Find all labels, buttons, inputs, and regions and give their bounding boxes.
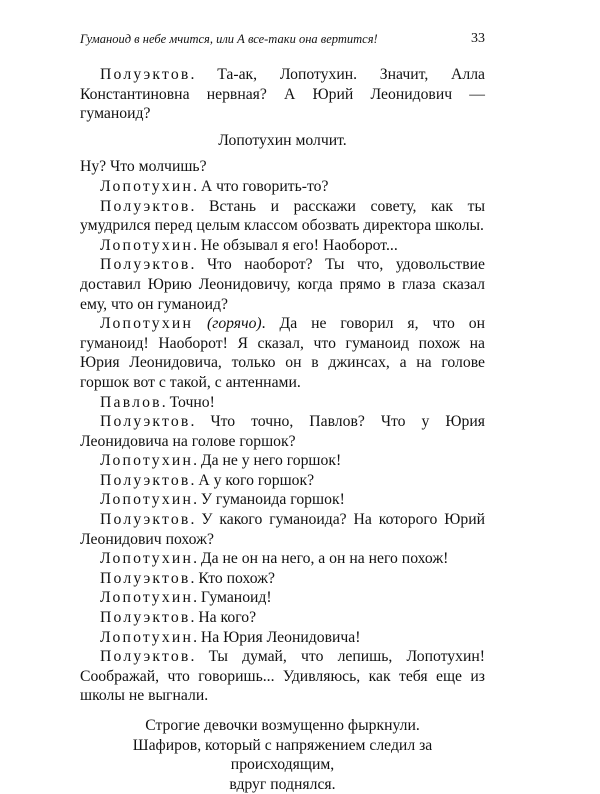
dialogue-line [80,588,485,608]
dialogue-line [80,393,485,413]
line-text: . У какого гуманоида? На которого Юрий Леонидович похож? [80,511,485,548]
speaker-name: Полуэктов [100,66,191,83]
line-text: . Да не он на него, а он на него похож! [193,550,449,568]
stage-line: Шафиров, который с напряжением следил за происходящим, [132,736,433,774]
speaker-name: Лопотухин [100,315,194,333]
speaker-name: Полуэктов [100,511,191,529]
line-text: . Да не у него горшок! [193,452,342,470]
speaker-name: Павлов [100,393,162,411]
dialogue-line [80,490,485,510]
speaker-name: Лопотухин [100,236,194,254]
dialogue-line: Ну? Что молчишь? [80,158,207,176]
dialogue-line [80,471,485,491]
line-text: . На кого? [190,609,257,627]
speaker-name: Лопотухин [100,491,194,509]
dialogue-line [80,510,485,549]
speaker-name: Полуэктов [100,609,191,627]
line-text: . А что говорить-то? [193,177,329,195]
dialogue-line [80,255,485,314]
speaker-name: Полуэктов [100,648,191,666]
line-text: . На Юрия Леонидовича! [193,628,361,646]
speaker-name: Лопотухин [100,589,194,607]
line-text: . Да не говорил я, что он гуманоид! Наоборот! Я сказал, что гуманоид похож на Юрия Леонидовича, только он в джинсах, а на голове горшок вот с такой, с антеннами. [80,315,485,391]
stage-line: Строгие девочки возмущенно фыркнули. [145,717,420,734]
page-body [80,65,485,794]
line-text: . Что наоборот? Ты что, удовольствие доставил Юрию Леонидовичу, когда прямо в глаза сказал ему, что он гуманоид? [80,256,485,313]
speaker-name: Полуэктов [100,256,191,274]
speaker-name: Лопотухин [100,628,194,646]
speaker-name: Полуэктов [100,471,191,489]
stage-remark: (горячо) [206,315,262,333]
speaker-name: Полуэктов [100,413,191,431]
dialogue-line [80,451,485,471]
dialogue-line [80,236,485,256]
book-page [80,30,485,794]
line-text: . А у кого горшок? [190,471,315,489]
dialogue-line [80,177,485,197]
line-text: . Ты думай, что лепишь, Лопотухин! Соображай, что говоришь... Удивляюсь, как тебя еще из школы не выгнали. [80,648,485,705]
speaker-name: Полуэктов [100,569,191,587]
line-text: . Кто похож? [190,569,275,587]
dialogue-line [80,647,485,706]
dialogue-line [80,608,485,628]
dialogue-line [80,65,485,124]
stage-line: вдруг поднялся. [229,775,336,793]
running-title: Гуманоид в небе мчится, или А все-таки она вертится! [80,32,378,46]
stage-direction: Лопотухин молчит. [218,131,347,149]
speaker-name: Лопотухин [100,452,194,470]
dialogue-line [80,412,485,451]
dialogue-line [80,628,485,648]
speaker-name: Полуэктов [100,197,191,215]
line-text: . Встань и расскажи совету, как ты умудрился перед целым классом обозвать директора школы. [80,197,485,235]
dialogue-line [80,197,485,236]
dialogue-line [80,314,485,392]
line-text: . Что точно, Павлов? Что у Юрия Леонидовича на голове горшок? [80,413,485,450]
line-text: . Точно! [161,393,215,411]
page-number: 33 [471,31,485,46]
running-header [80,30,485,50]
speaker-name: Лопотухин [100,177,194,195]
line-text: . Не обзывал я его! Наоборот... [193,236,398,254]
closing-stage-direction [80,716,485,794]
line-text: . Гуманоид! [193,589,272,607]
line-text: . Та-ак, Лопотухин. Значит, Алла Константиновна нервная? А Юрий Леонидович — гуманоид? [80,66,485,123]
speaker-name: Лопотухин [100,550,194,568]
dialogue-line [80,549,485,569]
line-text: . У гуманоида горшок! [193,491,345,509]
dialogue-line [80,569,485,589]
